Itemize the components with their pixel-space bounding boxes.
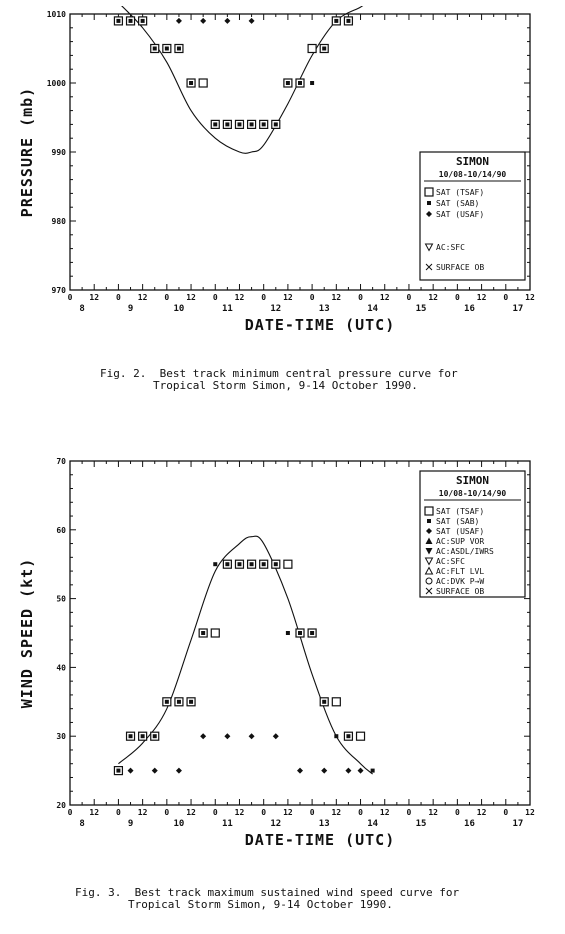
chart1-point-diamond-shape <box>200 18 206 24</box>
chart2-point-diamond <box>249 733 255 739</box>
chart2-point-diamond-shape <box>321 768 327 774</box>
chart1-point-small-square-shape <box>322 47 326 51</box>
chart2-point-diamond-shape <box>273 733 279 739</box>
chart1-day-label: 15 <box>415 304 427 314</box>
chart1-legend-label: SAT (TSAF) <box>436 188 485 197</box>
chart1-day-label: 14 <box>367 304 379 314</box>
chart2-legend-marker-small-square <box>427 519 431 523</box>
chart1-point-small-square-shape <box>298 81 302 85</box>
chart2-point-small-square <box>153 734 157 738</box>
chart2-legend-label: SAT (USAF) <box>436 527 485 536</box>
chart2-x-tick-label: 12 <box>234 808 245 817</box>
chart2-legend-marker-open-square-shape <box>425 507 433 515</box>
chart2-point-small-square <box>189 700 193 704</box>
chart1-point-small-square <box>153 47 157 51</box>
chart2-point-small-square <box>116 769 120 773</box>
chart1-legend-label: SURFACE OB <box>436 263 485 272</box>
chart2-point-diamond-shape <box>345 768 351 774</box>
chart2-point-small-square <box>274 562 278 566</box>
chart2-point-diamond <box>176 768 182 774</box>
chart2-day-label: 17 <box>512 819 524 829</box>
chart2-point-small-square <box>201 631 205 635</box>
chart2-point-diamond-shape <box>176 768 182 774</box>
chart1-point-small-square-shape <box>237 122 241 126</box>
chart2-x-tick-label: 0 <box>309 808 315 817</box>
chart2-point-small-square-shape <box>141 734 145 738</box>
chart1-point-small-square <box>141 19 145 23</box>
chart2-point-small-square <box>298 631 302 635</box>
chart2-day-label: 15 <box>415 819 427 829</box>
chart2-point-open-square <box>332 698 340 706</box>
chart1-day-label: 12 <box>270 304 282 314</box>
chart2-x-tick-label: 12 <box>379 808 390 817</box>
chart2-point-diamond <box>152 768 158 774</box>
chart2-x-tick-label: 0 <box>116 808 121 817</box>
chart2-point-small-square-shape <box>225 562 229 566</box>
wind-speed-chart <box>0 440 565 910</box>
chart1-point-small-square-shape <box>250 122 254 126</box>
chart1-point-small-square <box>334 19 338 23</box>
chart2-y-tick-label: 30 <box>56 732 66 742</box>
chart2-point-diamond-shape <box>358 768 364 774</box>
chart1-x-tick-label: 12 <box>234 293 245 302</box>
chart2-x-tick-label: 12 <box>89 808 100 817</box>
chart2-legend-marker-small-square-shape <box>427 519 431 523</box>
chart1-point-small-square <box>250 122 254 126</box>
chart1-y-tick-label: 1010 <box>46 10 66 19</box>
chart2-x-tick-label: 12 <box>476 808 487 817</box>
chart1-legend-label: SAT (SAB) <box>436 199 480 208</box>
chart2-point-diamond <box>128 768 134 774</box>
chart2-x-tick-label: 12 <box>283 808 293 817</box>
chart2-legend-label: AC:DVK P→W <box>436 577 485 586</box>
chart1-point-open-square-shape <box>199 79 207 87</box>
chart1-x-tick-label: 0 <box>454 293 460 302</box>
chart1-point-small-square <box>346 19 350 23</box>
chart1-point-diamond <box>200 18 206 24</box>
chart2-point-diamond-shape <box>297 768 303 774</box>
chart2-point-small-square <box>334 734 338 738</box>
chart2-point-open-square <box>357 732 365 740</box>
chart2-x-tick-label: 0 <box>454 808 460 817</box>
chart2-point-small-square-shape <box>286 631 290 635</box>
chart2-point-small-square-shape <box>165 700 169 704</box>
chart2-legend-label: SAT (SAB) <box>436 517 480 526</box>
chart2-point-small-square <box>177 700 181 704</box>
chart1-point-small-square-shape <box>153 47 157 51</box>
chart1-point-small-square <box>286 81 290 85</box>
chart2-x-axis-label: DATE-TIME (UTC) <box>244 831 396 849</box>
chart2-point-small-square-shape <box>201 631 205 635</box>
chart1-legend-title: SIMON <box>455 155 490 168</box>
chart2-day-label: 16 <box>464 819 475 829</box>
chart1-y-tick-label: 980 <box>51 217 66 226</box>
chart2-y-axis-label: WIND SPEED (kt) <box>18 557 36 709</box>
chart1-point-small-square-shape <box>177 47 181 51</box>
chart2-x-tick-label: 12 <box>525 808 535 817</box>
chart2-point-small-square-shape <box>213 562 217 566</box>
chart2-point-small-square-shape <box>237 562 241 566</box>
chart1-point-small-square <box>237 122 241 126</box>
chart1-y-axis-label: PRESSURE (mb) <box>18 86 36 218</box>
chart2-x-tick-label: 0 <box>406 808 412 817</box>
chart1-legend-subtitle: 10/08-10/14/90 <box>438 170 507 179</box>
chart2-legend-label: AC:SUP VOR <box>436 537 485 546</box>
chart2-legend-label: AC:SFC <box>436 557 465 566</box>
chart2-point-small-square-shape <box>250 562 254 566</box>
chart2-day-label: 8 <box>79 819 85 829</box>
chart2-point-small-square <box>346 734 350 738</box>
chart2-point-diamond-shape <box>249 733 255 739</box>
chart1-point-small-square-shape <box>262 122 266 126</box>
chart1-point-small-square-shape <box>274 122 278 126</box>
chart2-point-diamond <box>200 733 206 739</box>
chart1-y-tick-label: 970 <box>51 286 66 295</box>
chart2-point-small-square <box>129 734 133 738</box>
chart2-point-open-square <box>284 560 292 568</box>
chart2-x-tick-label: 12 <box>428 808 438 817</box>
chart2-point-small-square-shape <box>298 631 302 635</box>
pressure-chart <box>0 0 565 350</box>
figure-2-caption: Fig. 2. Best track minimum central pressure curve for Tropical Storm Simon, 9-14 October 1990. <box>100 367 458 392</box>
chart1-x-tick-label: 0 <box>261 293 267 302</box>
chart1-legend-label: SAT (USAF) <box>436 210 485 219</box>
chart2-point-diamond-shape <box>224 733 230 739</box>
chart1-point-open-square <box>199 79 207 87</box>
chart1-point-small-square-shape <box>129 19 133 23</box>
chart1-x-axis-label: DATE-TIME (UTC) <box>244 316 396 334</box>
chart2-point-open-square-shape <box>284 560 292 568</box>
chart1-point-small-square-shape <box>286 81 290 85</box>
chart1-x-tick-label: 12 <box>525 293 535 302</box>
chart2-point-small-square <box>322 700 326 704</box>
chart1-point-diamond-shape <box>176 18 182 24</box>
chart1-point-open-square <box>308 45 316 53</box>
chart2-point-open-square-shape <box>332 698 340 706</box>
chart2-point-small-square-shape <box>129 734 133 738</box>
chart1-day-label: 9 <box>127 304 134 314</box>
chart2-x-tick-label: 0 <box>503 808 509 817</box>
chart2-y-tick-label: 50 <box>56 594 66 604</box>
chart2-point-diamond <box>224 733 230 739</box>
chart2-point-small-square <box>286 631 290 635</box>
chart1-x-tick-label: 12 <box>137 293 148 302</box>
chart2-point-small-square-shape <box>346 734 350 738</box>
chart1-point-diamond <box>249 18 255 24</box>
chart2-x-tick-label: 0 <box>212 808 218 817</box>
chart1-day-label: 13 <box>318 304 330 314</box>
chart1-x-tick-label: 12 <box>379 293 390 302</box>
chart1-point-diamond-shape <box>224 18 230 24</box>
chart1-legend-marker-small-square <box>427 201 431 205</box>
chart2-point-small-square-shape <box>322 700 326 704</box>
chart2-point-diamond <box>321 768 327 774</box>
chart1-point-small-square <box>213 122 217 126</box>
chart1-point-diamond <box>176 18 182 24</box>
chart2-y-tick-label: 40 <box>56 663 66 673</box>
chart1-point-small-square <box>322 47 326 51</box>
chart2-point-diamond <box>358 768 364 774</box>
chart1-day-label: 8 <box>79 304 85 314</box>
chart1-legend-marker-open-square-shape <box>425 188 433 196</box>
chart1-point-small-square <box>189 81 193 85</box>
chart2-point-diamond-shape <box>152 768 158 774</box>
chart1-x-tick-label: 0 <box>358 293 363 302</box>
chart1-x-tick-label: 12 <box>186 293 196 302</box>
chart1-y-tick-label: 1000 <box>46 79 66 88</box>
chart1-point-small-square <box>116 19 120 23</box>
chart1-day-label: 16 <box>464 304 475 314</box>
chart2-legend-label: SURFACE OB <box>436 587 485 596</box>
chart1-x-tick-label: 0 <box>309 293 315 302</box>
chart2-point-small-square <box>237 562 241 566</box>
chart2-point-small-square-shape <box>262 562 266 566</box>
chart2-x-tick-label: 0 <box>261 808 267 817</box>
chart2-x-tick-label: 12 <box>137 808 148 817</box>
chart1-point-small-square <box>262 122 266 126</box>
chart2-y-tick-label: 20 <box>56 801 66 810</box>
chart2-point-small-square-shape <box>153 734 157 738</box>
chart1-point-small-square-shape <box>141 19 145 23</box>
chart1-point-small-square <box>274 122 278 126</box>
chart2-point-diamond <box>273 733 279 739</box>
chart2-day-label: 13 <box>318 819 330 829</box>
chart2-legend-label: AC:FLT LVL <box>436 567 485 576</box>
chart2-point-small-square-shape <box>334 734 338 738</box>
chart1-point-small-square <box>129 19 133 23</box>
chart1-x-tick-label: 12 <box>476 293 487 302</box>
chart1-day-label: 11 <box>221 304 233 314</box>
figure-3-caption: Fig. 3. Best track maximum sustained wind speed curve for Tropical Storm Simon, 9-14 October 1990. <box>75 886 460 911</box>
chart1-point-small-square <box>310 81 314 85</box>
chart1-x-tick-label: 0 <box>164 293 170 302</box>
chart2-day-label: 11 <box>221 819 233 829</box>
chart2-legend-label: AC:ASDL/IWRS <box>436 547 494 556</box>
chart1-point-diamond-shape <box>249 18 255 24</box>
chart1-day-label: 10 <box>173 304 185 314</box>
chart1-x-tick-label: 12 <box>331 293 342 302</box>
chart2-point-small-square <box>262 562 266 566</box>
chart1-legend-marker-open-square <box>425 188 433 196</box>
chart1-x-tick-label: 12 <box>89 293 100 302</box>
chart2-point-small-square <box>371 769 375 773</box>
chart2-legend-subtitle: 10/08-10/14/90 <box>438 489 507 498</box>
chart1-point-small-square <box>165 47 169 51</box>
chart2-point-small-square-shape <box>116 769 120 773</box>
chart1-x-tick-label: 12 <box>283 293 293 302</box>
chart1-y-tick-label: 990 <box>51 148 66 157</box>
chart2-point-open-square-shape <box>211 629 219 637</box>
chart1-point-small-square-shape <box>213 122 217 126</box>
chart2-point-small-square <box>165 700 169 704</box>
chart1-point-small-square <box>225 122 229 126</box>
chart2-point-small-square-shape <box>177 700 181 704</box>
chart2-point-small-square <box>250 562 254 566</box>
chart2-day-label: 14 <box>367 819 379 829</box>
chart2-day-label: 12 <box>270 819 282 829</box>
chart1-point-small-square <box>298 81 302 85</box>
chart2-y-tick-label: 70 <box>56 457 66 466</box>
chart2-point-diamond-shape <box>200 733 206 739</box>
chart2-point-diamond <box>345 768 351 774</box>
chart1-point-small-square-shape <box>116 19 120 23</box>
chart1-x-tick-label: 0 <box>116 293 121 302</box>
chart1-day-label: 17 <box>512 304 524 314</box>
chart2-x-tick-label: 0 <box>67 808 73 817</box>
chart2-point-diamond <box>297 768 303 774</box>
chart2-x-tick-label: 12 <box>331 808 342 817</box>
chart1-x-tick-label: 0 <box>67 293 73 302</box>
chart1-point-small-square-shape <box>165 47 169 51</box>
chart1-point-small-square <box>177 47 181 51</box>
chart1-point-small-square-shape <box>310 81 314 85</box>
chart1-legend-label: AC:SFC <box>436 243 465 252</box>
chart2-x-tick-label: 12 <box>186 808 196 817</box>
chart2-legend-title: SIMON <box>455 474 490 487</box>
chart1-x-tick-label: 12 <box>428 293 438 302</box>
chart2-point-diamond-shape <box>128 768 134 774</box>
chart1-x-tick-label: 0 <box>503 293 509 302</box>
chart2-point-small-square-shape <box>371 769 375 773</box>
chart1-point-open-square-shape <box>308 45 316 53</box>
chart1-point-small-square-shape <box>225 122 229 126</box>
chart2-point-open-square <box>211 629 219 637</box>
chart2-point-small-square <box>310 631 314 635</box>
chart2-y-tick-label: 60 <box>56 525 66 535</box>
chart2-point-small-square <box>225 562 229 566</box>
chart1-x-tick-label: 0 <box>406 293 412 302</box>
chart2-point-small-square-shape <box>310 631 314 635</box>
chart1-point-small-square-shape <box>189 81 193 85</box>
chart2-legend-marker-open-square <box>425 507 433 515</box>
chart2-day-label: 9 <box>127 819 134 829</box>
chart2-x-tick-label: 0 <box>358 808 363 817</box>
chart2-x-tick-label: 0 <box>164 808 170 817</box>
chart2-point-small-square-shape <box>274 562 278 566</box>
chart1-legend-marker-small-square-shape <box>427 201 431 205</box>
chart2-point-small-square <box>141 734 145 738</box>
chart2-point-open-square-shape <box>357 732 365 740</box>
chart2-day-label: 10 <box>173 819 185 829</box>
chart1-point-diamond <box>224 18 230 24</box>
chart2-legend-label: SAT (TSAF) <box>436 507 485 516</box>
chart2-point-small-square <box>213 562 217 566</box>
chart1-point-small-square-shape <box>346 19 350 23</box>
chart2-point-small-square-shape <box>189 700 193 704</box>
chart1-x-tick-label: 0 <box>212 293 218 302</box>
chart1-point-small-square-shape <box>334 19 338 23</box>
